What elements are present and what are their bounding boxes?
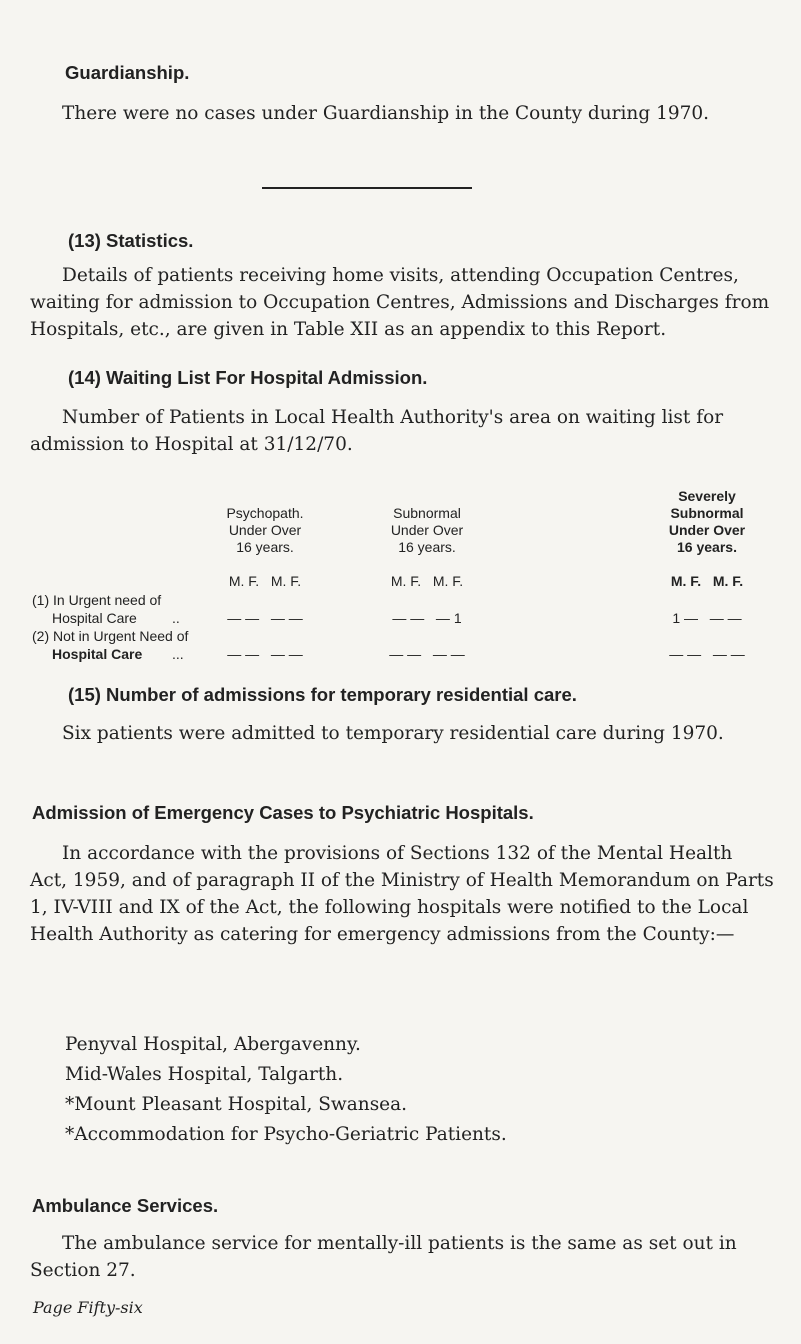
list-item: Penyval Hospital, Abergavenny. bbox=[65, 1034, 361, 1055]
table-cell: — — — — bbox=[669, 646, 745, 662]
row-leader: ... bbox=[172, 646, 184, 662]
row-leader: .. bbox=[172, 610, 180, 626]
row-label: (2) Not in Urgent Need of bbox=[32, 628, 189, 644]
row-label: (1) In Urgent need of bbox=[32, 592, 162, 608]
col-header-psychopath: Psychopath. Under Over 16 years. bbox=[226, 505, 304, 555]
mf-subheader: M. F. M. F. bbox=[390, 573, 464, 589]
section-divider bbox=[262, 187, 472, 189]
waiting-list-text: Number of Patients in Local Health Authority's area on waiting list for admission to Hospital at 31/12/70. bbox=[30, 407, 724, 455]
row-label: Hospital Care bbox=[52, 610, 137, 626]
ambulance-heading: Ambulance Services. bbox=[32, 1195, 219, 1216]
table-cell: — — — — bbox=[227, 646, 303, 662]
list-item: Mid-Wales Hospital, Talgarth. bbox=[65, 1064, 344, 1085]
table-cell: 1 — — — bbox=[672, 610, 742, 626]
guardianship-text: There were no cases under Guardianship in the County during 1970. bbox=[62, 103, 710, 124]
mf-subheader: M. F. M. F. bbox=[228, 573, 302, 589]
ambulance-text: The ambulance service for mentally-ill patients is the same as set out in Section 27. bbox=[30, 1233, 737, 1281]
mf-subheader: M. F. M. F. bbox=[670, 573, 744, 589]
col-header-severely-subnormal: Severely Subnormal Under Over 16 years. bbox=[668, 488, 746, 555]
temporary-care-heading: (15) Number of admissions for temporary residential care. bbox=[68, 684, 577, 705]
statistics-text: Details of patients receiving home visits, attending Occupation Centres, waiting for admission to Occupation Centres, Admissions and Discharges from Hospitals, etc., are given in Table XII as an appendix to this Report. bbox=[30, 265, 770, 340]
guardianship-heading: Guardianship. bbox=[65, 62, 190, 83]
temporary-care-text: Six patients were admitted to temporary residential care during 1970. bbox=[62, 723, 724, 744]
emergency-text: In accordance with the provisions of Sections 132 of the Mental Health Act, 1959, and of paragraph II of the Ministry of Health Memorandum on Parts 1, IV-VIII and IX of the Act, the following hospitals were notified to the Local Health Authority as catering for emergency admissions from the County:— bbox=[30, 843, 774, 945]
statistics-heading: (13) Statistics. bbox=[68, 230, 194, 251]
list-item: *Accommodation for Psycho-Geriatric Patients. bbox=[65, 1124, 507, 1145]
table-cell: — — — — bbox=[389, 646, 465, 662]
page-number: Page Fifty-six bbox=[33, 1298, 143, 1317]
col-header-subnormal: Subnormal Under Over 16 years. bbox=[390, 505, 464, 555]
emergency-heading: Admission of Emergency Cases to Psychiatric Hospitals. bbox=[32, 802, 534, 823]
table-cell: — — — 1 bbox=[392, 610, 462, 626]
waiting-list-heading: (14) Waiting List For Hospital Admission. bbox=[68, 367, 428, 388]
row-label: Hospital Care bbox=[52, 646, 143, 662]
hospital-list bbox=[65, 1030, 507, 1150]
list-item: *Mount Pleasant Hospital, Swansea. bbox=[65, 1094, 408, 1115]
table-cell: — — — — bbox=[227, 610, 303, 626]
